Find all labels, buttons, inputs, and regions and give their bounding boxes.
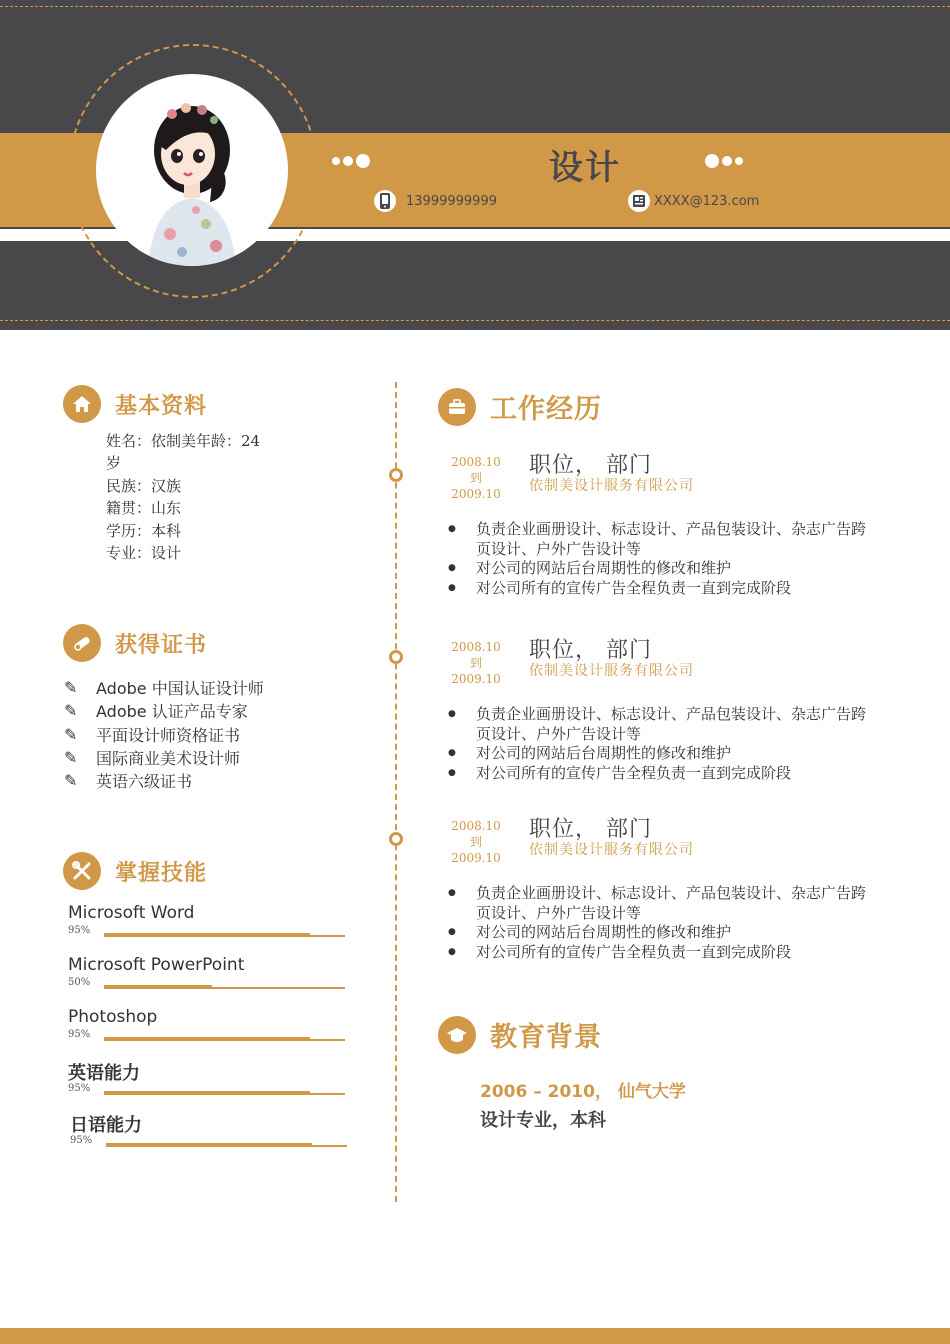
certificate-item [64,769,264,792]
job-date-separator: 到 [469,471,482,485]
skill-percent: 95% [68,925,91,936]
certificate-icon [63,624,101,662]
timeline-node [389,650,403,664]
job-date-separator: 到 [469,656,482,670]
job-dates [440,639,512,687]
job-duties [448,705,868,783]
job-duty: ● 对公司所有的宣传广告全程负责一直到完成阶段 [448,579,868,599]
skill-bar-fill [106,1143,312,1147]
tools-icon [63,852,101,890]
timeline-line [395,382,397,1202]
contact-card-icon [628,190,650,212]
certificate-item [64,676,264,699]
basic-info-line: 籍贯：山东 [106,499,182,518]
skill-item [68,903,348,939]
skill-name: Microsoft PowerPoint [68,955,245,975]
certificate-label: 平面设计师资格证书 [96,725,241,745]
pencil-icon: ✎ [64,724,78,744]
certificate-label: 国际商业美术设计师 [96,749,241,769]
header-bottom-dashed-line [0,320,950,321]
pencil-icon: ✎ [64,771,78,791]
education-title: 教育背景 [490,1022,602,1053]
basic-info-heading [63,385,207,423]
skill-bar-fill [104,1037,310,1041]
avatar [96,74,288,266]
skill-bar-fill [104,1091,310,1095]
timeline-node [389,468,403,482]
skill-item [68,1059,348,1097]
email-address: XXXX@123.com [654,193,760,209]
skill-bar-fill [104,985,212,989]
basic-info-line: 姓名：依制美年龄：24 [106,432,261,450]
pencil-icon: ✎ [64,678,78,698]
job-date-separator: 到 [469,835,482,849]
briefcase-icon [438,388,476,426]
right-decorative-dots [705,154,743,168]
skill-name: 日语能力 [70,1115,142,1136]
job-date-from: 2008.10 [451,819,501,833]
job-duties [448,884,868,962]
skill-item [70,1111,350,1149]
skill-percent: 50% [68,977,91,988]
skills-heading [63,852,207,890]
graduation-cap-icon [438,1016,476,1054]
skill-percent: 95% [68,1083,91,1094]
certificate-item [64,699,264,722]
job-date-to: 2009.10 [451,672,501,686]
avatar-illustration [96,74,288,266]
job-date-to: 2009.10 [451,487,501,501]
job-date-from: 2008.10 [451,640,501,654]
job-role: 职位， 部门 [529,638,652,663]
skill-item [68,955,348,991]
work-heading [438,387,602,426]
basic-info-line: 专业：设计 [106,544,182,563]
certificate-item [64,746,264,769]
job-date-to: 2009.10 [451,851,501,865]
basic-info-list [106,430,306,564]
skill-percent: 95% [70,1135,93,1146]
resume-name: 设计 [549,148,621,188]
job-company: 依制美设计服务有限公司 [529,842,694,858]
pencil-icon: ✎ [64,701,78,721]
footer-bar [0,1328,950,1344]
job-duty: ● 对公司的网站后台周期性的修改和维护 [448,559,868,579]
job-date-from: 2008.10 [451,455,501,469]
header [0,0,950,330]
job-duty: ● 负责企业画册设计、标志设计、产品包装设计、杂志广告跨页设计、户外广告设计等 [448,884,868,923]
skill-bar-fill [104,933,310,937]
certificate-label: Adobe 中国认证设计师 [96,679,264,699]
job-duty: ● 对公司所有的宣传广告全程负责一直到完成阶段 [448,943,868,963]
job-duty: ● 负责企业画册设计、标志设计、产品包装设计、杂志广告跨页设计、户外广告设计等 [448,520,868,559]
job-company: 依制美设计服务有限公司 [529,478,694,494]
job-company: 依制美设计服务有限公司 [529,663,694,679]
pencil-icon: ✎ [64,748,78,768]
basic-info-line: 民族：汉族 [106,476,182,495]
skill-name: Microsoft Word [68,903,195,923]
phone-icon [374,190,396,212]
home-icon [63,385,101,423]
certificate-item [64,723,264,746]
job-duty: ● 对公司的网站后台周期性的修改和维护 [448,923,868,943]
job-dates [440,818,512,866]
job-role: 职位， 部门 [529,817,652,842]
basic-info-line: 学历：本科 [106,521,182,540]
skills-title: 掌握技能 [115,860,208,886]
phone-number: 13999999999 [406,193,497,209]
timeline-node [389,832,403,846]
header-top-dashed-line [0,6,950,7]
certificate-label: 英语六级证书 [96,772,193,792]
job-duty: ● 负责企业画册设计、标志设计、产品包装设计、杂志广告跨页设计、户外广告设计等 [448,705,868,744]
skill-name: 英语能力 [68,1063,140,1084]
education-heading [438,1015,602,1054]
skill-percent: 95% [68,1029,91,1040]
job-duty: ● 对公司的网站后台周期性的修改和维护 [448,744,868,764]
skill-item [68,1007,348,1043]
education-major-degree: 设计专业，本科 [480,1110,606,1131]
certificates-heading [63,624,207,662]
job-duty: ● 对公司所有的宣传广告全程负责一直到完成阶段 [448,764,868,784]
email-contact [628,190,759,212]
phone-contact [374,190,497,212]
left-decorative-dots [332,154,370,168]
certificate-list [64,676,264,792]
basic-info-line: 岁 [106,454,122,473]
job-role: 职位， 部门 [529,453,652,478]
job-duties [448,520,868,598]
job-dates [440,454,512,502]
certificate-label: Adobe 认证产品专家 [96,702,248,722]
skill-name: Photoshop [68,1007,158,1027]
education-period-school: 2006 – 2010， 仙气大学 [480,1082,686,1102]
certificates-title: 获得证书 [115,632,208,658]
work-title: 工作经历 [490,394,602,425]
basic-info-title: 基本资料 [115,393,208,419]
